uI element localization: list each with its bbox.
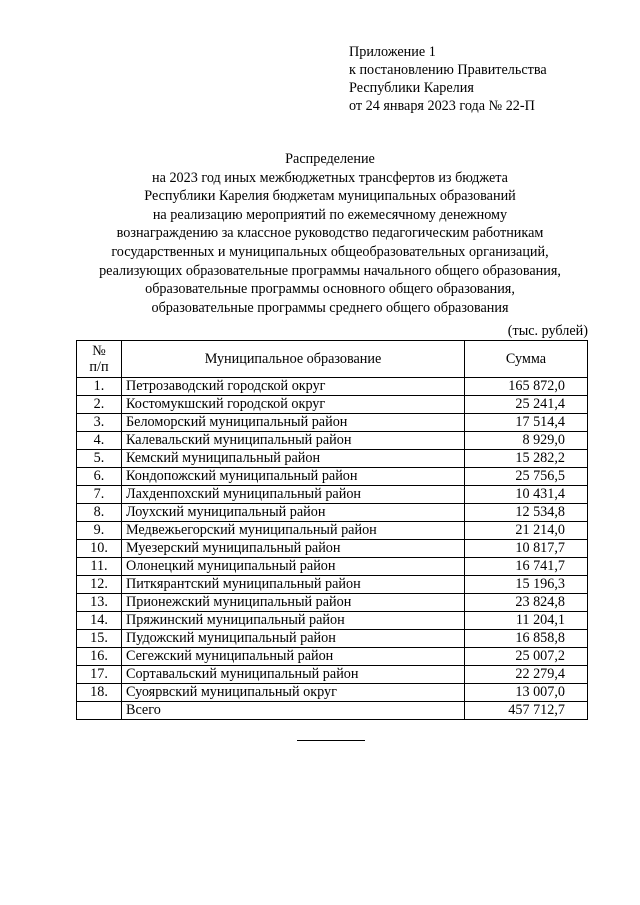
row-num: 11. [77, 558, 122, 576]
row-sum: 15 196,3 [465, 576, 588, 594]
row-sum: 12 534,8 [465, 504, 588, 522]
row-sum: 15 282,2 [465, 450, 588, 468]
table-row [77, 684, 588, 702]
table-row [77, 540, 588, 558]
row-num: 13. [77, 594, 122, 612]
row-name: Медвежьегорский муниципальный район [122, 522, 465, 540]
header-name: Муниципальное образование [122, 341, 465, 378]
table-row [77, 414, 588, 432]
appendix-line: от 24 января 2023 года № 22-П [349, 98, 535, 114]
table-row [77, 612, 588, 630]
row-sum: 16 741,7 [465, 558, 588, 576]
row-num: 15. [77, 630, 122, 648]
appendix-line: к постановлению Правительства [349, 62, 547, 78]
units-label: (тыс. рублей) [507, 323, 588, 339]
header-num [77, 341, 122, 378]
table-row [77, 504, 588, 522]
table-row [77, 468, 588, 486]
row-num: 17. [77, 666, 122, 684]
table-row [77, 648, 588, 666]
header-sum: Сумма [465, 341, 588, 378]
row-num: 1. [77, 378, 122, 396]
row-num: 6. [77, 468, 122, 486]
row-name: Костомукшский городской округ [122, 396, 465, 414]
row-name: Муезерский муниципальный район [122, 540, 465, 558]
row-num: 12. [77, 576, 122, 594]
row-sum: 21 214,0 [465, 522, 588, 540]
row-sum: 457 712,7 [465, 702, 588, 720]
row-sum: 25 007,2 [465, 648, 588, 666]
row-num: 8. [77, 504, 122, 522]
row-sum: 8 929,0 [465, 432, 588, 450]
row-sum: 22 279,4 [465, 666, 588, 684]
title-line: реализующих образовательные программы начального общего образования, [99, 262, 561, 279]
header-num-line1: № [92, 343, 106, 359]
distribution-table [76, 340, 588, 720]
table-row [77, 396, 588, 414]
row-num: 16. [77, 648, 122, 666]
end-divider [297, 740, 365, 741]
table-row [77, 450, 588, 468]
row-num: 18. [77, 684, 122, 702]
row-num: 5. [77, 450, 122, 468]
row-name: Питкярантский муниципальный район [122, 576, 465, 594]
row-name: Кондопожский муниципальный район [122, 468, 465, 486]
row-name: Беломорский муниципальный район [122, 414, 465, 432]
row-num: 3. [77, 414, 122, 432]
row-name: Пудожский муниципальный район [122, 630, 465, 648]
table-body [77, 378, 588, 720]
appendix-line: Приложение 1 [349, 44, 436, 60]
table-row [77, 630, 588, 648]
row-name: Сортавальский муниципальный район [122, 666, 465, 684]
row-name: Петрозаводский городской округ [122, 378, 465, 396]
table-row [77, 378, 588, 396]
row-sum: 11 204,1 [465, 612, 588, 630]
row-sum: 13 007,0 [465, 684, 588, 702]
row-sum: 16 858,8 [465, 630, 588, 648]
row-name: Лахденпохский муниципальный район [122, 486, 465, 504]
row-name: Олонецкий муниципальный район [122, 558, 465, 576]
table-row [77, 522, 588, 540]
row-name: Сегежский муниципальный район [122, 648, 465, 666]
table-row [77, 486, 588, 504]
appendix-block [349, 43, 547, 115]
row-name: Калевальский муниципальный район [122, 432, 465, 450]
table-row [77, 594, 588, 612]
row-num: 9. [77, 522, 122, 540]
title-line: образовательные программы среднего общего образования [151, 299, 509, 316]
row-name: Суоярвский муниципальный округ [122, 684, 465, 702]
row-name: Лоухский муниципальный район [122, 504, 465, 522]
title-line: на реализацию мероприятий по ежемесячному денежному [152, 206, 508, 223]
row-name: Прионежский муниципальный район [122, 594, 465, 612]
table-row [77, 666, 588, 684]
row-num: 10. [77, 540, 122, 558]
row-num: 2. [77, 396, 122, 414]
title-line: Республики Карелия бюджетам муниципальных образований [144, 188, 516, 205]
row-num: 14. [77, 612, 122, 630]
table-header-row [77, 341, 588, 378]
row-name: Пряжинский муниципальный район [122, 612, 465, 630]
title-line: на 2023 год иных межбюджетных трансфертов из бюджета [152, 169, 508, 186]
row-sum: 10 431,4 [465, 486, 588, 504]
row-sum: 25 756,5 [465, 468, 588, 486]
row-sum: 25 241,4 [465, 396, 588, 414]
table-row [77, 558, 588, 576]
row-num [77, 702, 122, 720]
row-sum: 165 872,0 [465, 378, 588, 396]
table-row [77, 576, 588, 594]
header-num-line2: п/п [89, 359, 109, 375]
title-line: государственных и муниципальных общеобразовательных организаций, [111, 243, 549, 260]
table-row [77, 432, 588, 450]
row-name: Кемский муниципальный район [122, 450, 465, 468]
title-line: образовательные программы основного общего образования, [145, 281, 515, 298]
row-num: 4. [77, 432, 122, 450]
row-sum: 10 817,7 [465, 540, 588, 558]
row-sum: 23 824,8 [465, 594, 588, 612]
row-name: Всего [122, 702, 465, 720]
document-title [40, 150, 620, 317]
table-total-row [77, 702, 588, 720]
row-num: 7. [77, 486, 122, 504]
title-line: вознаграждению за классное руководство педагогическим работникам [116, 225, 544, 242]
row-sum: 17 514,4 [465, 414, 588, 432]
appendix-line: Республики Карелия [349, 80, 474, 96]
title-heading: Распределение [285, 151, 375, 167]
